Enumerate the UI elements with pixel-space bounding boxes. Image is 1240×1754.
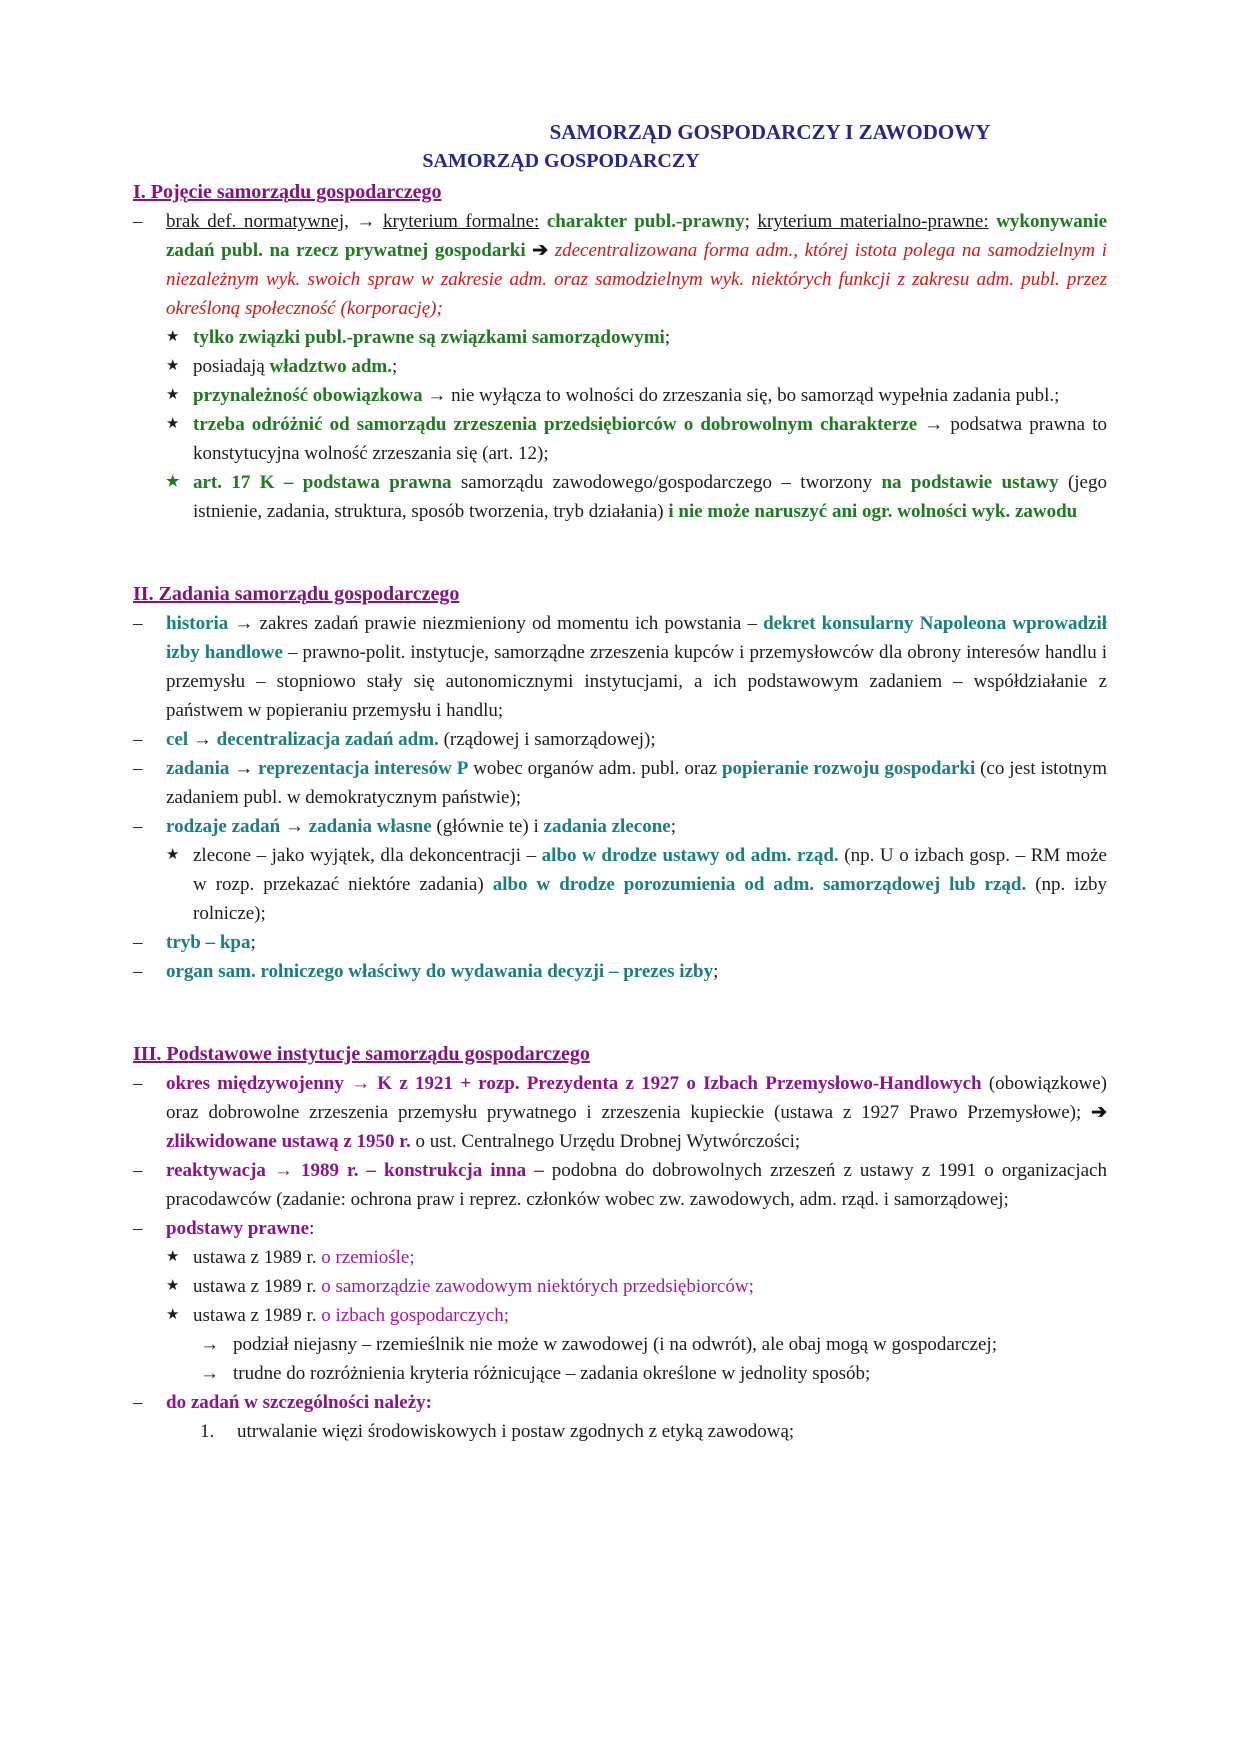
text-segment: decentralizacja zadań adm. — [216, 729, 439, 750]
star-icon: ★ — [166, 1307, 180, 1323]
text-segment: i nie może naruszyć ani ogr. wolności wyk. zawodu — [668, 501, 1078, 522]
dash-bullet-item — [133, 957, 1107, 986]
text-segment: albo w drodze porozumienia od adm. samorządowej lub rząd. — [492, 874, 1027, 895]
document-subtitle: SAMORZĄD GOSPODARCZY — [422, 150, 700, 172]
text-segment: utrwalanie więzi środowiskowych i postaw zgodnych z etyką zawodową; — [237, 1421, 795, 1442]
text-segment: albo w drodze ustawy od adm. rząd. — [541, 845, 839, 866]
dash-bullet-item — [133, 812, 1107, 841]
text-segment: zdecentralizowana forma adm., której istota polega na samodzielnym i niezależnym wyk. swoich spraw w zakresie adm. oraz samodzielnym wyk. niektórych funkcji z zakresu adm. publ. przez określoną społeczność (korporację); — [166, 240, 1107, 319]
dash-icon: – — [133, 1073, 143, 1094]
text-segment: wykonywanie zadań publ. na rzecz prywatnej gospodarki — [166, 211, 1108, 261]
arrow-sub-item — [133, 1359, 1107, 1388]
text-segment: podstawy prawne — [166, 1218, 310, 1239]
text-segment: władztwo adm. — [269, 356, 392, 377]
text-segment: kryterium materialno-prawne: — [757, 211, 989, 232]
text-segment: charakter publ.-prawny — [546, 211, 745, 232]
text-segment: wobec organów adm. publ. oraz — [468, 758, 722, 779]
text-segment: popieranie rozwoju gospodarki — [721, 758, 976, 779]
text-segment: ; — [670, 816, 676, 837]
star-bullet-item — [133, 1272, 1107, 1301]
text-segment: → nie wyłącza to wolności do zrzeszania się, bo samorząd wypełnia zadania publ.; — [422, 385, 1060, 406]
text-segment: podobna do dobrowolnych zrzeszeń z ustawy z 1991 o organizacjach pracodawców (zadanie: ochrona praw i reprez. członków wobec zw. zawodowych, adm. rząd. i samorządowej; — [166, 1160, 1107, 1210]
text-segment: → — [229, 758, 259, 779]
text-segment: przynależność obowiązkowa — [193, 385, 423, 406]
dash-bullet-item — [133, 725, 1107, 754]
dash-icon: – — [133, 932, 143, 953]
dash-icon: – — [133, 816, 143, 837]
text-segment: : — [309, 1218, 315, 1239]
text-segment: reaktywacja → 1989 r. – konstrukcja inna – — [166, 1160, 552, 1181]
text-segment: – prawno-polit. instytucje, samorządne zrzeszenia kupców i przemysłowców dla obrony interesów handlu i przemysłu – stopniowo stały się autonomicznymi instytucjami, a ich podstawowym zadaniem – współdziałanie z państwem w popieraniu przemysłu i handlu; — [166, 642, 1108, 721]
text-segment — [539, 211, 547, 232]
text-segment: (rządowej i samorządowej); — [438, 729, 656, 750]
text-segment: na podstawie ustawy — [881, 472, 1059, 493]
text-segment: o samorządzie zawodowym niektórych przedsiębiorców; — [321, 1276, 754, 1297]
text-segment: → — [188, 729, 217, 750]
dash-icon: – — [133, 1160, 143, 1181]
text-segment: art. 17 K – podstawa prawna — [193, 472, 452, 493]
star-icon: ★ — [166, 847, 180, 863]
text-segment: (obowiązkowe) oraz dobrowolne zrzeszenia przemysłu prywatnego i zrzeszenia kupieckie (ustawa z 1927 Prawo Przemysłowe); — [166, 1073, 1107, 1123]
text-segment: → zakres zadań prawie niezmieniony od momentu ich powstania – — [228, 613, 764, 634]
number-label: 1. — [200, 1421, 215, 1442]
star-bullet-item — [133, 841, 1107, 928]
star-icon: ★ — [166, 1249, 180, 1265]
document-title: SAMORZĄD GOSPODARCZY I ZAWODOWY — [549, 120, 991, 144]
text-segment: (jego istnienie, zadania, struktura, sposób tworzenia, tryb działania) — [193, 472, 1107, 522]
text-segment: → — [280, 816, 309, 837]
section-heading-3 — [133, 1040, 1107, 1069]
text-segment: ustawa z 1989 r. — [193, 1276, 322, 1297]
text-segment: II. Zadania samorządu gospodarczego — [133, 583, 460, 605]
text-segment: o izbach gospodarczych; — [321, 1305, 510, 1326]
star-icon: ★ — [166, 416, 180, 432]
star-icon: ★ — [166, 329, 180, 345]
dash-icon: – — [133, 613, 143, 634]
numbered-item — [133, 1417, 1107, 1446]
text-segment: (głównie te) i — [431, 816, 544, 837]
text-segment: ; — [713, 961, 719, 982]
text-segment: ustawa z 1989 r. — [193, 1305, 322, 1326]
text-segment: zlecone – jako wyjątek, dla dekoncentracji – — [193, 845, 542, 866]
text-segment: dekret konsularny Napoleona wprowadził izby handlowe — [166, 613, 1107, 663]
spacer — [133, 986, 1107, 1038]
text-segment: o ust. Centralnego Urzędu Drobnej Wytwórczości; — [410, 1131, 801, 1152]
dash-bullet-item — [133, 1214, 1107, 1243]
text-segment: trudne do rozróżnienia kryteria różnicujące – zadania określone w jednolity sposób; — [233, 1363, 871, 1384]
star-bullet-item — [133, 381, 1107, 410]
dash-bullet-item — [133, 754, 1107, 812]
text-segment: ; — [664, 327, 671, 348]
text-segment: kryterium formalne: — [382, 211, 540, 232]
dash-bullet-item — [133, 928, 1107, 957]
text-segment: → — [348, 211, 383, 232]
star-bullet-item — [133, 468, 1107, 526]
text-segment: (np. izby rolnicze); — [193, 874, 1107, 924]
star-bullet-item — [133, 1243, 1107, 1272]
dash-icon: – — [133, 961, 143, 982]
text-segment: samorządu zawodowego/gospodarczego – tworzony — [451, 472, 882, 493]
text-segment: posiadają — [193, 356, 270, 377]
text-segment: zlikwidowane ustawą z 1950 r. — [166, 1131, 411, 1152]
star-icon: ★ — [166, 474, 180, 490]
star-icon: ★ — [166, 1278, 180, 1294]
text-segment: do zadań w szczególności należy: — [166, 1392, 432, 1413]
dash-bullet-item — [133, 1069, 1107, 1156]
section-heading-1 — [133, 178, 1107, 207]
text-segment: III. Podstawowe instytucje samorządu gospodarczego — [133, 1043, 590, 1065]
text-segment: cel — [166, 729, 189, 750]
text-segment: tylko związki publ.-prawne są związkami samorządowymi — [193, 327, 665, 348]
text-segment: podział niejasny – rzemieślnik nie może w zawodowej (i na odwrót), ale obaj mogą w gospodarczej; — [233, 1334, 997, 1355]
text-segment: trzeba odróżnić od samorządu zrzeszenia przedsiębiorców o dobrowolnym charakterze — [193, 414, 918, 435]
star-icon: ★ — [166, 358, 180, 374]
star-bullet-item — [133, 1301, 1107, 1330]
text-segment: okres międzywojenny → K z 1921 + rozp. Prezydenta z 1927 o Izbach Przemysłowo-Handlowych — [166, 1073, 982, 1094]
document-content — [133, 178, 1107, 1446]
text-segment: brak def. normatywnej, — [166, 211, 349, 232]
text-segment: reprezentacja interesów P — [258, 758, 469, 779]
dash-bullet-item — [133, 1388, 1107, 1417]
text-segment: organ sam. rolniczego właściwy do wydawania decyzji – prezes izby — [166, 961, 714, 982]
spacer — [133, 526, 1107, 578]
dash-bullet-item — [133, 609, 1107, 725]
text-segment: ; — [744, 211, 758, 232]
text-segment: I. Pojęcie samorządu gospodarczego — [133, 181, 442, 203]
text-segment: ➔ — [1091, 1102, 1107, 1123]
text-segment: rodzaje zadań — [166, 816, 281, 837]
text-segment: ; — [250, 932, 256, 953]
text-segment: ustawa z 1989 r. — [193, 1247, 322, 1268]
dash-icon: – — [133, 1392, 143, 1413]
text-segment: (co jest istotnym zadaniem publ. w demokratycznym państwie); — [166, 758, 1108, 808]
text-segment: historia — [166, 613, 229, 634]
star-bullet-item — [133, 410, 1107, 468]
text-segment: tryb – kpa — [166, 932, 251, 953]
text-segment: zadania — [166, 758, 230, 779]
dash-icon: – — [133, 758, 143, 779]
text-segment: → podsatwa prawna to konstytucyjna wolność zrzeszania się (art. 12); — [193, 414, 1107, 464]
dash-bullet-item — [133, 1156, 1107, 1214]
text-segment: ; — [391, 356, 398, 377]
star-icon: ★ — [166, 387, 180, 403]
dash-icon: – — [133, 1218, 143, 1239]
star-bullet-item — [133, 352, 1107, 381]
text-segment: (np. U o izbach gosp. – RM może w rozp. przekazać niektóre zadania) — [193, 845, 1107, 895]
section-heading-2 — [133, 580, 1107, 609]
arrow-icon: → — [200, 1363, 219, 1384]
text-segment: zadania własne — [308, 816, 432, 837]
text-segment: ➔ — [532, 240, 555, 261]
dash-icon: – — [133, 211, 143, 232]
star-bullet-item — [133, 323, 1107, 352]
text-segment: zadania zlecone — [543, 816, 671, 837]
arrow-icon: → — [200, 1334, 219, 1355]
dash-icon: – — [133, 729, 143, 750]
dash-bullet-item — [133, 207, 1107, 323]
arrow-sub-item — [133, 1330, 1107, 1359]
text-segment: o rzemiośle; — [321, 1247, 415, 1268]
